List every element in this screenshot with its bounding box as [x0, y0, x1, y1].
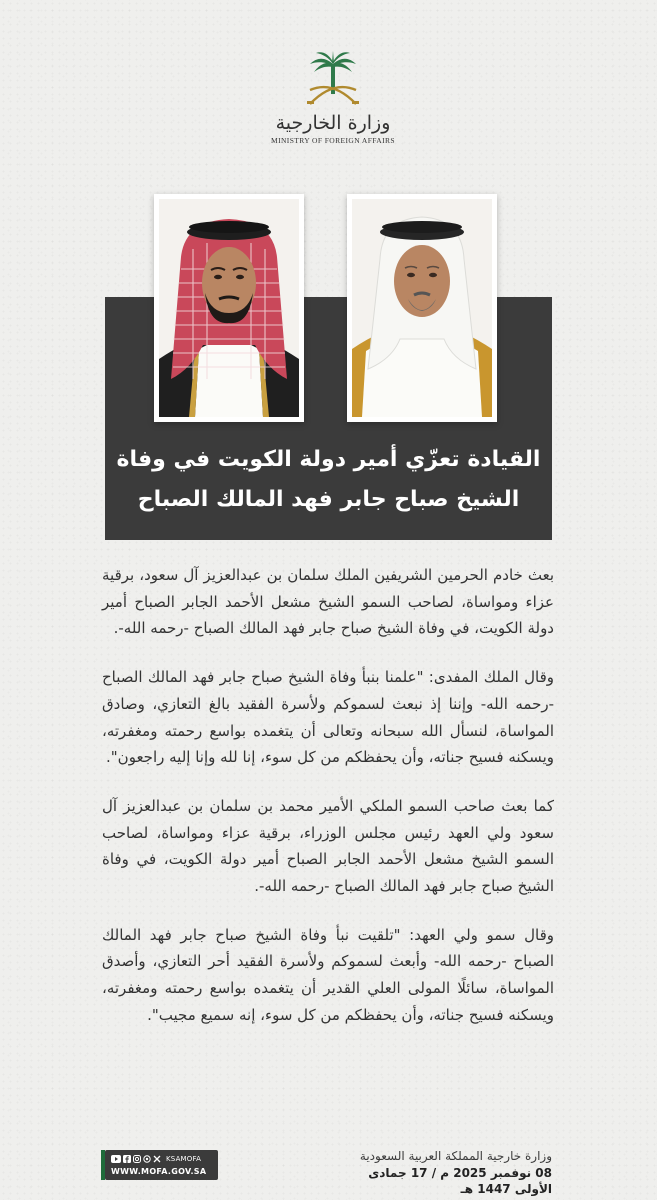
x-icon[interactable]: [153, 1155, 161, 1163]
article-paragraph: بعث خادم الحرمين الشريفين الملك سلمان بن عبدالعزيز آل سعود، برقية عزاء ومواساة، لصاحب السمو الشيخ مشعل الأحمد الجابر الصباح أمير دولة الكويت، في وفاة الشيخ صباح جابر فهد المالك الصباح -رحمه الله-.: [102, 566, 554, 638]
youtube-icon[interactable]: [111, 1155, 121, 1163]
headline-line-1: القيادة تعزّي أمير دولة الكويت في وفاة: [116, 447, 541, 472]
footer-ministry-line: وزارة خارجية المملكة العربية السعودية: [359, 1149, 552, 1163]
article-paragraph: وقال الملك المفدى: "علمنا بنبأ وفاة الشيخ صباح جابر فهد المالك الصباح -رحمه الله- وإننا إذ نبعث لسموكم ولأسرة الفقيد بالغ التعازي، وصادق المواساة، لنسأل الله سبحانه وتعالى أن يتغمده بواسع رحمته ومغفرته، ويسكنه فسيح جناته، وأن يحفظكم من كل سوء، إنا لله وإنا إليه راجعون".: [102, 668, 554, 767]
headline: [105, 440, 552, 520]
headline-line-2: الشيخ صباح جابر فهد المالك الصباح: [137, 487, 520, 512]
ministry-logo: [268, 50, 398, 145]
article-body: [102, 562, 554, 1051]
ministry-name-english: MINISTRY OF FOREIGN AFFAIRS: [271, 136, 395, 145]
footer-credit: [330, 1148, 552, 1197]
saudi-emblem-icon: [302, 50, 364, 110]
green-accent-bar: [101, 1150, 105, 1180]
portrait-left: [154, 194, 304, 422]
ministry-name-arabic: وزارة الخارجية: [275, 112, 391, 134]
article-paragraph: وقال سمو ولي العهد: "تلقيت نبأ وفاة الشيخ صباح جابر فهد المالك الصباح -رحمه الله- وأبعث لسموكم ولأسرة الفقيد أحر التعازي، وأصدق المواساة، سائلًا المولى العلي القدير أن يتغمده بواسع رحمته ومغفرته، ويسكنه فسيح جناته، وأن يحفظكم من كل سوء، إنه سميع مجيب".: [102, 925, 554, 1024]
instagram-icon[interactable]: [133, 1155, 141, 1163]
footer-social-box: [105, 1150, 218, 1180]
facebook-icon[interactable]: [123, 1155, 131, 1163]
portrait-right: [347, 194, 497, 422]
social-handle[interactable]: KSAMOFA: [166, 1155, 202, 1163]
social-icons-row: [105, 1150, 218, 1165]
website-link[interactable]: WWW.MOFA.GOV.SA: [111, 1167, 207, 1176]
footer-date-line: 08 نوفمبر 2025 م / 17 جمادى الأولى 1447 هـ: [368, 1166, 552, 1196]
article-paragraph: كما بعث صاحب السمو الملكي الأمير محمد بن سلمان بن عبدالعزيز آل سعود ولي العهد رئيس مجلس الوزراء، برقية عزاء ومواساة، لصاحب السمو الشيخ مشعل الأحمد الجابر الصباح أمير دولة الكويت، في وفاة الشيخ صباح جابر فهد المالك الصباح -رحمه الله-.: [102, 796, 554, 896]
threads-icon[interactable]: [143, 1155, 151, 1163]
